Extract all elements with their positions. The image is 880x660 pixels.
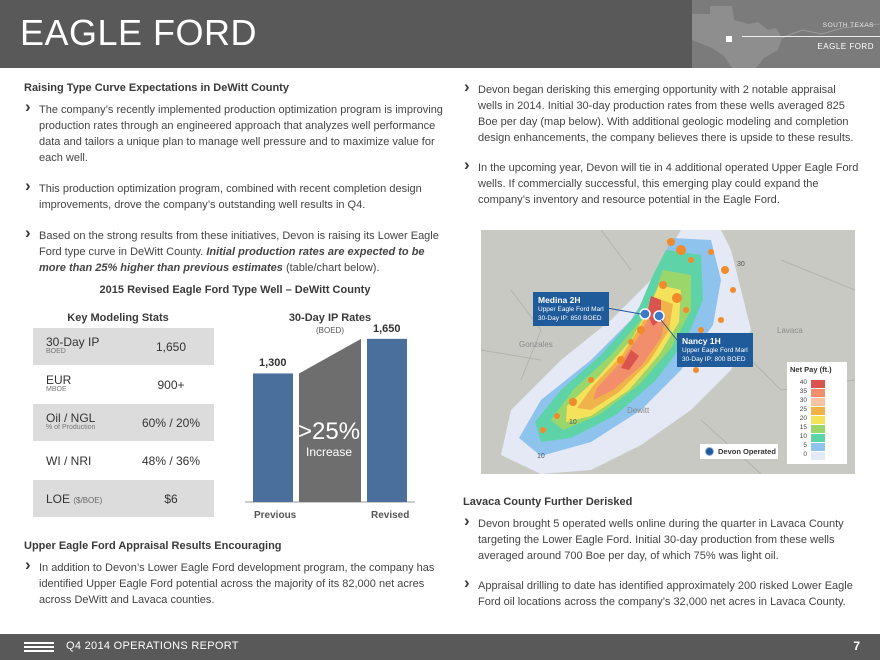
county-label-lavaca: Lavaca [777, 326, 803, 335]
stats-row [33, 366, 214, 404]
stats-value: $6 [164, 492, 178, 506]
bullet-type-curve-tail: (table/chart below). [282, 262, 380, 274]
bullet-derisking: › Devon began derisking this emerging opportunity with 2 notable appraisal wells in 2014. Initial 30-day production rates from these wells averaged 825 Boe per day (map below). With additional geologic modeling and completion design enhancements, the company believes there is upside to these results. [463, 82, 863, 146]
legend-swatch [811, 434, 825, 442]
callout-medina-2h [533, 292, 609, 326]
footer-report-title: Q4 2014 OPERATIONS REPORT [66, 640, 239, 652]
ip-chart-subtitle: (BOED) [316, 326, 344, 335]
callout-well-ip: 30-Day IP: 850 BOED [538, 315, 602, 322]
bullet-tie-in: › In the upcoming year, Devon will tie in 4 additional operated Upper Eagle Ford wells. If commercially successful, this emerging play could expand the company’s inventory and resource potential in the Eagle Ford. [463, 160, 863, 208]
county-label-gonzales: Gonzales [519, 340, 553, 349]
legend-label: 5 [803, 442, 807, 449]
stats-sublabel: BOED [46, 348, 66, 355]
contour-label: 10 [569, 419, 577, 426]
category-label-previous: Previous [254, 510, 297, 521]
bullet-type-curve-text: Based on the strong results from these initiatives, Devon is raising its Lower Eagle Ford type curve in DeWitt County. [39, 230, 439, 258]
net-pay-legend [787, 362, 847, 464]
page-number: 7 [853, 639, 860, 653]
legend-label: 25 [799, 406, 807, 413]
stats-label: WI / NRI [46, 454, 92, 468]
bar-value-previous: 1,300 [259, 357, 287, 370]
stats-label-text: LOE [46, 492, 71, 506]
legend-swatch [811, 443, 825, 451]
legend-label: 10 [799, 433, 807, 440]
stats-label [46, 492, 102, 506]
bullet-lavaca-locations: › Appraisal drilling to date has identified approximately 200 risked Lower Eagle Ford oil locations across the company’s 32,000 net acres in Lavaca County. [463, 578, 863, 610]
contour-label: 10 [537, 453, 545, 460]
legend-swatch [811, 398, 825, 406]
devon-logo-icon [24, 642, 54, 654]
bullet-type-curve-emphasis: Initial production rates are expected to be more than 25% higher than previous estimates [39, 246, 425, 274]
bar-value-revised: 1,650 [373, 322, 401, 335]
callout-well-target: Upper Eagle Ford Marl [682, 347, 748, 354]
right-column [463, 82, 863, 208]
bar-previous [253, 373, 293, 502]
bullet-type-curve [24, 228, 446, 276]
county-label-dewitt: Dewitt [627, 406, 650, 415]
stats-label: Oil / NGL [46, 411, 96, 425]
category-label-revised: Revised [371, 510, 410, 521]
section-title-lavaca: Lavaca County Further Derisked [463, 496, 633, 508]
bullet-completion: › This production optimization program, combined with recent completion design improvements, drove the company’s outstanding well results in Q4. [24, 181, 446, 213]
stats-sublabel: MBOE [46, 386, 67, 393]
bullet-optimization: › The company’s recently implemented production optimization program is improving production rates through an engineered approach that analyzes well performance data and tailors a unique plan to manage well pressure and to maximize value for each well. [24, 102, 446, 166]
devon-operated-icon [705, 447, 714, 456]
callout-nancy-1h [677, 333, 753, 367]
section-title-appraisal: Upper Eagle Ford Appraisal Results Encouraging [24, 540, 282, 552]
devon-operated-legend [700, 444, 778, 459]
well-medina-icon [640, 309, 650, 319]
callout-well-name: Nancy 1H [682, 336, 721, 346]
legend-swatch [811, 425, 825, 433]
bullet-lavaca-wells: › Devon brought 5 operated wells online during the quarter in Lavaca County targeting the Lower Eagle Ford. Initial 30-day production from these wells averaged around 700 Boe per day, of which 75% was light oil. [463, 516, 863, 564]
map-divider [742, 36, 880, 37]
legend-swatch [811, 389, 825, 397]
left-column [24, 82, 446, 276]
legend-swatch [811, 452, 825, 460]
legend-label: 40 [799, 379, 807, 386]
stats-label: 30-Day IP [46, 335, 100, 349]
section-title-type-curve: Raising Type Curve Expectations in DeWitt County [24, 82, 289, 94]
stats-row [33, 404, 214, 442]
map-play-label: EAGLE FORD [817, 42, 874, 51]
stats-label-unit: ($/BOE) [73, 496, 103, 505]
header-locator-map [692, 0, 880, 68]
contour-label: 30 [737, 261, 745, 268]
legend-label: 20 [799, 415, 807, 422]
legend-swatch [811, 407, 825, 415]
legend-label: 15 [799, 424, 807, 431]
increase-percent: >25% [298, 418, 361, 445]
lavaca-section [463, 496, 863, 610]
bullet-upper-eagle-ford: › In addition to Devon’s Lower Eagle Ford development program, the company has identified Upper Eagle Ford potential across the majority of its 82,000 net acres across DeWitt and Lavaca counties. [24, 560, 446, 608]
callout-well-name: Medina 2H [538, 295, 581, 305]
stats-row [33, 328, 214, 366]
page-title: EAGLE FORD [20, 12, 258, 53]
texas-outline-icon [692, 0, 880, 68]
legend-swatch [811, 380, 825, 388]
type-well-title: 2015 Revised Eagle Ford Type Well – DeWitt County [99, 284, 371, 296]
legend-label: 35 [799, 388, 807, 395]
legend-title: Net Pay (ft.) [790, 365, 832, 374]
location-marker-icon [726, 36, 732, 42]
stats-value: 1,650 [155, 340, 187, 354]
bar-revised [367, 339, 407, 502]
stats-row [33, 480, 214, 518]
increase-label: Increase [305, 445, 353, 459]
page-footer [0, 634, 880, 660]
legend-swatch [811, 416, 825, 424]
stats-row [33, 442, 214, 480]
stats-table-title: Key Modeling Stats [67, 312, 169, 324]
callout-well-target: Upper Eagle Ford Marl [538, 306, 604, 313]
stats-table [33, 328, 214, 518]
devon-operated-label: Devon Operated [718, 447, 776, 456]
legend-label: 30 [799, 397, 807, 404]
stats-value: 48% / 36% [141, 454, 201, 468]
legend-label: 0 [803, 451, 807, 458]
page-header [0, 0, 880, 68]
map-region-label: SOUTH TEXAS [822, 22, 874, 29]
stats-value: 900+ [157, 378, 185, 392]
stats-value: 60% / 20% [141, 416, 201, 430]
appraisal-section [24, 540, 446, 608]
ip-chart-title: 30-Day IP Rates [288, 312, 372, 324]
stats-label: EUR [46, 373, 72, 387]
well-nancy-icon [654, 311, 664, 321]
callout-well-ip: 30-Day IP: 800 BOED [682, 356, 746, 363]
stats-sublabel: % of Production [46, 424, 96, 431]
